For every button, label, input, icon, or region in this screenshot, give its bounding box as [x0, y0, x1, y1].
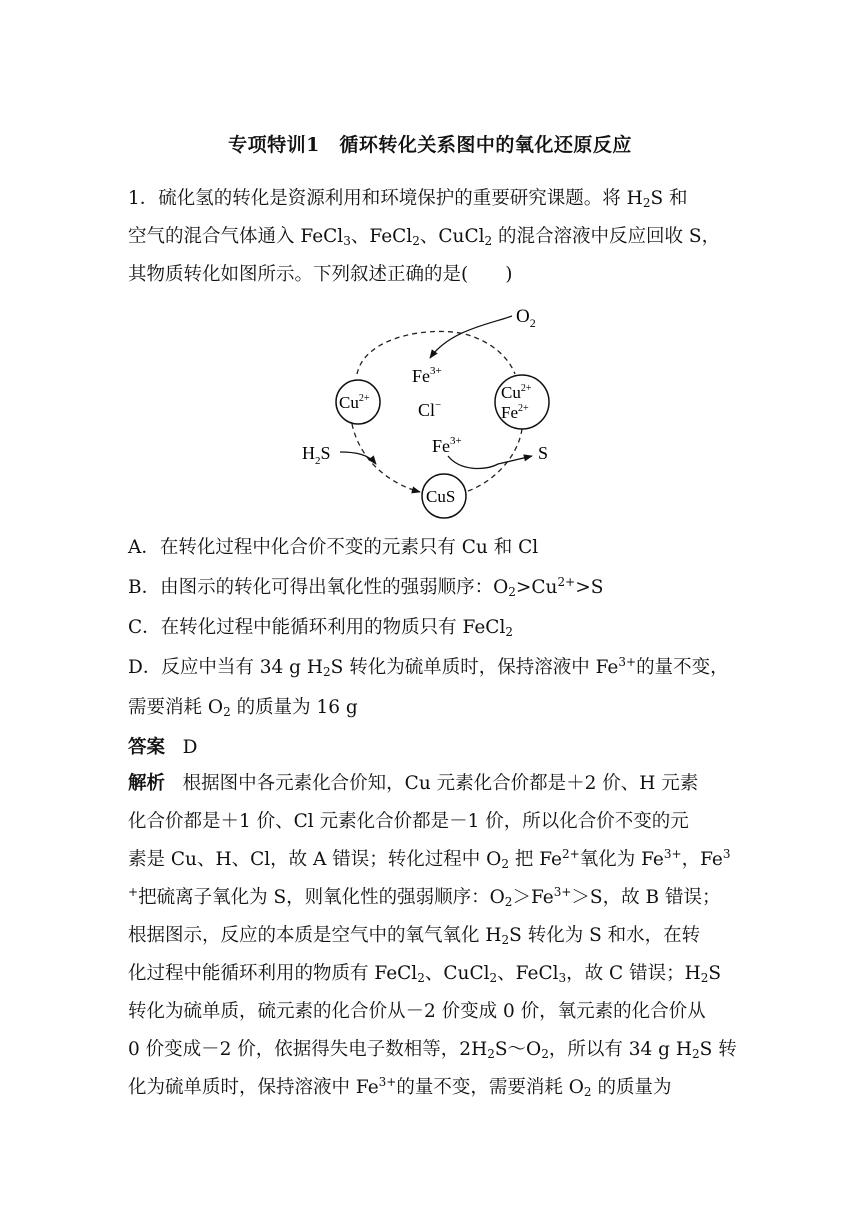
o2-label: $O_2$ — [516, 306, 536, 330]
cycle-arc-left — [352, 424, 420, 492]
answer-line — [128, 728, 740, 768]
h2s-arrow — [340, 452, 376, 464]
option-b: B．由图示的转化可得出氧化性的强弱顺序：$O_2>Cu^{2+}>S$ — [128, 575, 604, 599]
option-d: D．反应中当有 34 g $H_2S$ 转化为硫单质时，保持溶液中 $Fe^{3+}$的量不变， 需要消耗 $O_2$ 的质量为 16 g — [128, 655, 729, 719]
page-title: 专项特训1 循环转化关系图中的氧化还原反应 — [228, 134, 632, 156]
cl-center-label: Cl− — [418, 399, 442, 420]
answer-value: D — [182, 737, 198, 758]
option-a: A．在转化过程中化合价不变的元素只有 Cu 和 Cl — [128, 537, 539, 558]
question-line-3: 其物质转化如图所示。下列叙述正确的是( ) — [128, 264, 513, 285]
fe3-lower-label: $Fe^{3+}$ — [432, 435, 462, 456]
analysis-block: 解析 根据图中各元素化合价知，Cu 元素化合价都是＋2 价、H 元素 化合价都是＋1 价、Cl 元素化合价都是－1 价，所以化合价不变的元 素是 Cu、H、Cl，故 A 错误；转化过程中 $O_2$ 把 $Fe^{2+}$氧化为 $Fe^{3+}$，Fe$^3$ +把硫离子氧化为 S，则氧化性的强弱顺序：$O_2>Fe^{3+}>S$，故 B 错误； 根据图示，反应的本质是空气中的氧气氧化 $H_2S$ 转化为 S 和水，在转 化过程中能循环利用的物质有 FeCl$_2$、CuCl$_2$、FeCl$_3$，故 C 错误；$H_2S$ 转化为硫单质，硫元素的化合价从－2 价变成 0 价，氧元素的化合价从 0 价变成－2 价，依据得失电子数相等，$2H_2S\sim O_2$，所以有 34 g $H_2S$ 转 化为硫单质时，保持溶液中 $Fe^{3+}$的量不变，需要消耗 $O_2$ 的质量为 — [128, 773, 737, 1099]
s-output-label: S — [538, 443, 549, 463]
answer-label: 答案 — [128, 737, 166, 758]
cycle-diagram — [290, 296, 580, 526]
option-c: C．在转化过程中能循环利用的物质只有 FeCl$_2$ — [128, 617, 514, 639]
cus-label: CuS — [426, 487, 456, 506]
cu2-left-label: $Cu^{2+}$ — [339, 393, 370, 412]
question-stem — [128, 180, 740, 294]
cu2-right-label: $Cu^{2+}$ — [501, 383, 532, 402]
fe2-right-label: $Fe^{2+}$ — [501, 403, 529, 422]
question-line-1: 1．硫化氢的转化是资源利用和环境保护的重要研究课题。将 $H_2S$ 和 — [128, 188, 688, 210]
fe3-center-label: $Fe^{3+}$ — [412, 365, 442, 386]
question-number: 1． — [128, 188, 159, 209]
analysis-label: 解析 — [128, 773, 166, 794]
fe3-s-arrow — [448, 456, 532, 469]
question-line-2: 空气的混合气体通入 FeCl$_3$、FeCl$_2$、CuCl$_2$ 的混合溶液中反应回收 S， — [128, 226, 721, 248]
h2s-label: $H_2S$ — [302, 443, 331, 467]
